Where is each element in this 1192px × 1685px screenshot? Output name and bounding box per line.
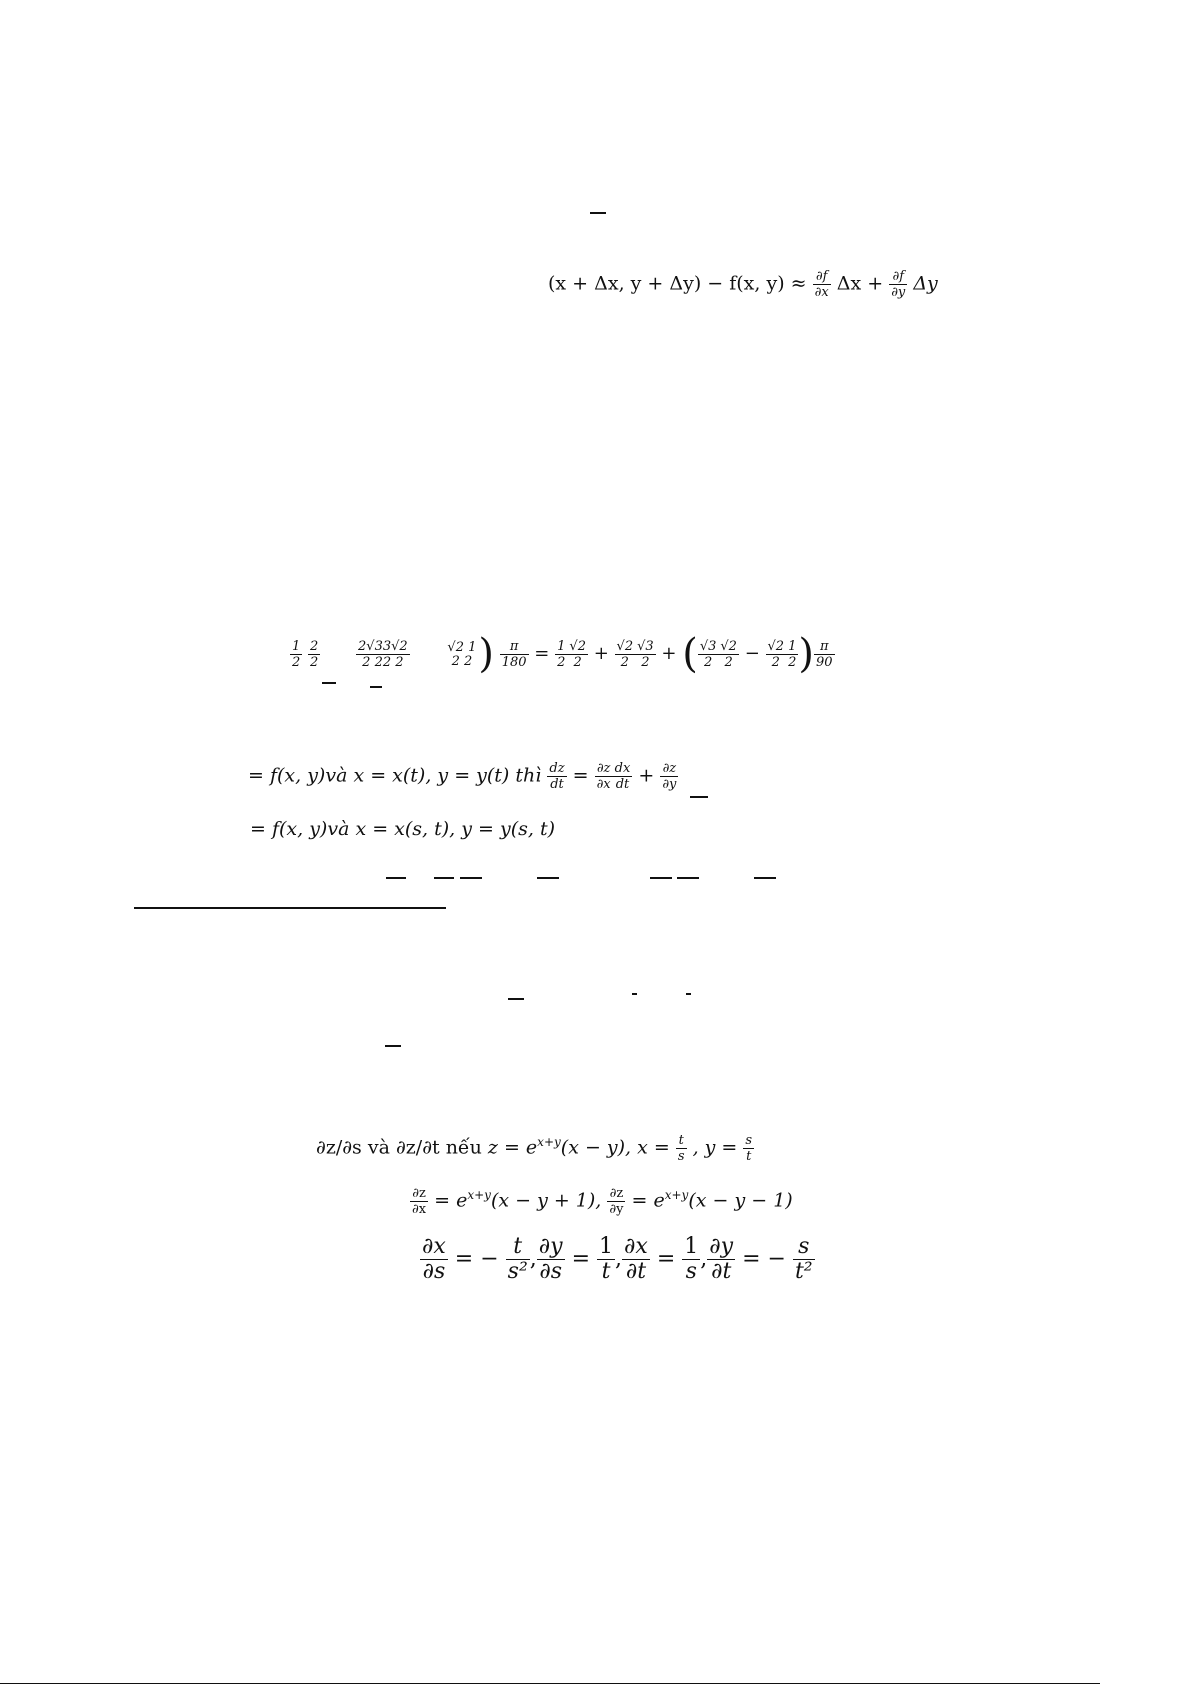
approx-formula	[548, 270, 938, 299]
stray-bar-e	[650, 877, 672, 879]
frac-dz-dy-2: $\frac{\partial z}{\partial y}$	[609, 1186, 624, 1217]
frac-t-s2: $\frac{t}{\text{s²}}$	[507, 1234, 528, 1284]
plus-2: +	[661, 643, 677, 664]
stray-dash-2	[322, 682, 336, 684]
frac-dz-dx: $\frac{\partial z}{\partial x}$	[596, 761, 611, 792]
frac-dz-dt: $\frac{dz}{dt}$	[549, 761, 565, 792]
frac-pi-90: $\frac{\pi}{90}$	[815, 638, 833, 670]
approx-end: Δy	[913, 272, 938, 295]
chain-eq: =	[572, 764, 589, 787]
stray-dash-7	[686, 993, 691, 995]
eq-1: = −	[454, 1246, 499, 1272]
stray-bar-b	[434, 877, 454, 879]
problem-statement	[316, 1134, 754, 1163]
numeric-expression	[290, 631, 835, 677]
frac-s-t2: $\frac{s}{\text{t²}}$	[794, 1234, 813, 1284]
frac-c: √2 1 2 2	[447, 640, 477, 669]
partial-b-exp: x+y	[664, 1188, 689, 1203]
stray-bar-d	[537, 877, 559, 879]
frac-a2: $\frac{2}{2}$	[310, 638, 319, 670]
footnote-separator	[134, 907, 446, 909]
problem-rest: (x − y), x =	[560, 1136, 670, 1159]
eq-3: =	[656, 1246, 676, 1272]
partials-xy	[420, 1236, 815, 1283]
paren-close-1: )	[478, 631, 494, 677]
minus-sign: −	[744, 643, 760, 664]
frac-dz-dx-2: $\frac{\partial z}{\partial x}$	[412, 1186, 427, 1217]
problem-mid: , y =	[692, 1136, 738, 1159]
frac-dy-ds: $\frac{\partial y}{\partial s}$	[538, 1234, 563, 1284]
frac-t3: $\frac{√2}{2}$	[616, 638, 634, 670]
problem-exponent: x+y	[537, 1135, 561, 1150]
frac-1-t: $\frac{1}{t}$	[599, 1234, 614, 1284]
frac-dx-ds: $\frac{\partial x}{\partial s}$	[422, 1234, 446, 1284]
frac-t-over-s: $\frac{t}{s}$	[677, 1133, 685, 1164]
stray-bar-g	[754, 877, 776, 879]
partial-b-rest: (x − y − 1)	[688, 1189, 793, 1212]
frac-t4: $\frac{√3}{2}$	[637, 638, 654, 670]
frac-s-over-t: $\frac{s}{t}$	[745, 1133, 753, 1164]
frac-df-dy: $\frac{\partial f}{\partial y}$	[891, 269, 906, 300]
approx-left: (x + Δx, y + Δy) − f(x, y) ≈	[548, 272, 807, 295]
frac-t6: $\frac{√2}{2}$	[720, 638, 737, 670]
equals-sign: =	[534, 643, 550, 664]
frac-t1: $\frac{1}{2}$	[557, 638, 566, 670]
frac-t8: $\frac{1}{2}$	[788, 638, 797, 670]
chain-rule-st-text: = f(x, y)và x = x(s, t), y = y(s, t)	[250, 818, 556, 840]
eq-4: = −	[742, 1246, 786, 1272]
stray-bar-a	[386, 877, 406, 879]
stray-dash-1	[590, 212, 606, 214]
frac-1-s: $\frac{1}{s}$	[684, 1234, 699, 1284]
partial-b-eq: = e	[631, 1189, 665, 1212]
frac-df-dx: $\frac{\partial f}{\partial x}$	[814, 269, 829, 300]
frac-b: $\frac{2√33√2}{2 22 2}$	[358, 638, 408, 670]
paren-close-2: )	[798, 631, 814, 677]
partial-a-rest: (x − y + 1),	[490, 1189, 602, 1212]
stray-dash-3	[370, 686, 382, 688]
stray-dash-4	[690, 796, 708, 798]
eq-2: =	[571, 1246, 591, 1272]
partials-z	[410, 1187, 793, 1216]
stray-bar-c	[460, 877, 482, 879]
comma-1: ,	[529, 1246, 537, 1272]
chain-rule-t	[248, 762, 678, 791]
comma-3: ,	[700, 1246, 708, 1272]
chain-rule-st	[250, 820, 555, 839]
problem-text: ∂z/∂s và ∂z/∂t nếu	[316, 1136, 482, 1159]
stray-dash-5	[508, 998, 524, 1000]
frac-t5: $\frac{√3}{2}$	[699, 638, 717, 670]
frac-pi-180: $\frac{\pi}{180}$	[501, 638, 527, 670]
problem-expr: z = e	[487, 1136, 538, 1159]
frac-t2: $\frac{√2}{2}$	[569, 638, 586, 670]
frac-dy-dt: $\frac{\partial y}{\partial t}$	[709, 1234, 734, 1284]
stray-dash-6	[632, 993, 637, 995]
chain-rule-t-text: = f(x, y)và x = x(t), y = y(t) thì	[248, 764, 542, 787]
comma-2: ,	[615, 1246, 623, 1272]
frac-t7: $\frac{√2}{2}$	[767, 638, 785, 670]
partial-a-eq: = e	[434, 1189, 468, 1212]
plus-1: +	[593, 643, 609, 664]
approx-mid: Δx +	[836, 272, 884, 295]
frac-a1: $\frac{1}{2}$	[292, 638, 301, 670]
chain-plus: +	[638, 764, 655, 787]
frac-dx-dt: $\frac{dx}{dt}$	[614, 761, 631, 792]
stray-dash-8	[385, 1045, 401, 1047]
paren-open-2: (	[682, 631, 698, 677]
frac-dz-dy: $\frac{\partial z}{\partial y}$	[662, 761, 677, 792]
frac-dx-dt: $\frac{\partial x}{\partial t}$	[624, 1234, 648, 1284]
partial-a-exp: x+y	[467, 1188, 491, 1203]
page-bottom-rule	[0, 1683, 1100, 1684]
stray-bar-f	[677, 877, 699, 879]
